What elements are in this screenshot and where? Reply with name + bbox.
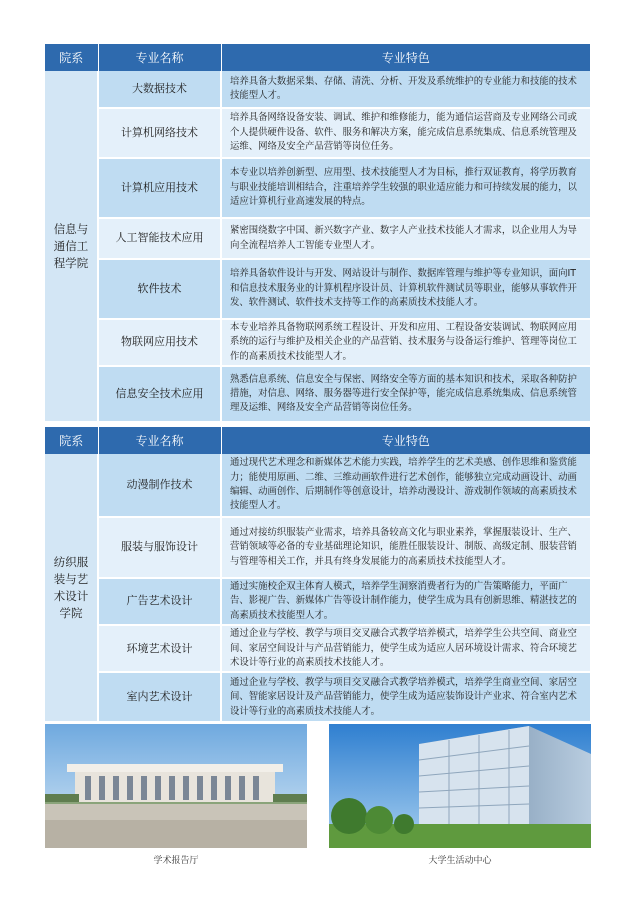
table-row	[45, 517, 590, 578]
header-major: 专业名称	[98, 44, 221, 71]
table-row	[45, 158, 590, 218]
activity-center-photo	[329, 724, 591, 848]
header-college: 院系	[45, 427, 98, 454]
major-name: 动漫制作技术	[98, 454, 221, 517]
major-feature: 紧密围绕数字中国、新兴数字产业、数字人产业技术技能人才需求，以企业用人为导向全流程培养人工智能专业型人才。	[221, 218, 590, 259]
major-feature: 本专业以培养创新型、应用型、技术技能型人才为目标，推行双证教育，将学历教育与职业技能培训相结合，注重培养学生较强的职业适应能力和可持续发展的能力，以适应计算机行业高速发展的特点。	[221, 158, 590, 218]
activity-center-caption: 大学生活动中心	[428, 856, 492, 866]
major-name: 服装与服饰设计	[98, 517, 221, 578]
header-college: 院系	[45, 44, 98, 71]
table-row	[45, 672, 590, 722]
lecture-hall-illustration	[45, 724, 307, 848]
major-feature: 熟悉信息系统、信息安全与保密、网络安全等方面的基本知识和技术，采取各种防护措施，对信息、网络、服务器等进行安全保护等，能完成信息系统集成、信息系统管理及运维、网络及安全产品营销等岗位任务。	[221, 366, 590, 422]
major-feature: 通过对接纺织服装产业需求，培养具备较高文化与职业素养，掌握服装设计、生产、营销领域等必备的专业基础理论知识，能胜任服装设计、制版、高级定制、服装营销与管理等相关工作，并具有终身发展能力的高素质技术技能型人才。	[221, 517, 590, 578]
major-name: 计算机应用技术	[98, 158, 221, 218]
major-feature: 通过企业与学校、教学与项目交叉融合式教学培养模式，培养学生公共空间、商业空间、家居空间设计与产品营销能力，使学生成为适应人居环境设计需求、符合环境艺术设计等行业的高素质技术技能人才。	[221, 625, 590, 672]
major-feature: 本专业培养具备物联网系统工程设计、开发和应用、工程设备安装调试、物联网应用系统的运行与维护及相关企业的产品营销、技术服务与设备运行维护、管理等岗位工作的高素质技术技能型人才。	[221, 319, 590, 366]
header-major: 专业名称	[98, 427, 221, 454]
table-row	[45, 71, 590, 108]
major-feature: 培养具备软件设计与开发、网站设计与制作、数据库管理与维护等专业知识，面向IT和信息技术服务业的计算机程序设计员、计算机软件测试员等职业，能够从事软件开发、软件测试、软件技术支持等工作的高素质技术技能人才。	[221, 259, 590, 319]
major-name: 大数据技术	[98, 71, 221, 108]
major-name: 信息安全技术应用	[98, 366, 221, 422]
major-feature: 通过实施校企双主体育人模式，培养学生洞察消费者行为的广告策略能力，平面广告、影视广告、新媒体广告等设计制作能力，使学生成为具有创新思维、精湛技艺的高素质技术技能型人才。	[221, 578, 590, 625]
table-row	[45, 625, 590, 672]
college-cell: 信息与通信工程学院	[45, 71, 98, 422]
header-feature: 专业特色	[221, 427, 590, 454]
lecture-hall-photo	[45, 724, 307, 848]
lecture-hall-caption: 学术报告厅	[153, 856, 199, 866]
table-row	[45, 218, 590, 259]
major-feature: 培养具备大数据采集、存储、清洗、分析、开发及系统维护的专业能力和技能的技术技能型人才。	[221, 71, 590, 108]
table-row	[45, 366, 590, 422]
activity-center-illustration	[329, 724, 591, 848]
table-textile-art	[45, 427, 590, 723]
major-name: 广告艺术设计	[98, 578, 221, 625]
header-feature: 专业特色	[221, 44, 590, 71]
major-name: 环境艺术设计	[98, 625, 221, 672]
major-feature: 培养具备网络设备安装、调试、维护和维修能力，能为通信运营商及专业网络公司或个人提供硬件设备、软件、服务和解决方案，能完成信息系统集成、信息系统管理及运维、网络及安全产品营销等岗位任务。	[221, 108, 590, 158]
major-name: 人工智能技术应用	[98, 218, 221, 259]
table-row	[45, 454, 590, 517]
table-row	[45, 108, 590, 158]
table-row	[45, 319, 590, 366]
table-info-comm	[45, 44, 590, 423]
table-row	[45, 259, 590, 319]
table-row	[45, 578, 590, 625]
major-name: 室内艺术设计	[98, 672, 221, 722]
major-name: 软件技术	[98, 259, 221, 319]
major-name: 物联网应用技术	[98, 319, 221, 366]
major-feature: 通过现代艺术理念和新媒体艺术能力实践，培养学生的艺术美感、创作思维和鉴赏能力；能使用原画、二维、三维动画软件进行艺术创作，能够独立完成动画设计、动画编辑、动画创作、后期制作等创意设计，培养动漫设计、游戏制作领域的高素质技术技能型人才。	[221, 454, 590, 517]
major-feature: 通过企业与学校、教学与项目交叉融合式教学培养模式，培养学生商业空间、家居空间、智能家居设计及产品营销能力，使学生成为适应装饰设计产业求、符合室内艺术设计等行业的高素质技术技能人才。	[221, 672, 590, 722]
college-cell: 纺织服装与艺术设计学院	[45, 454, 98, 722]
major-name: 计算机网络技术	[98, 108, 221, 158]
